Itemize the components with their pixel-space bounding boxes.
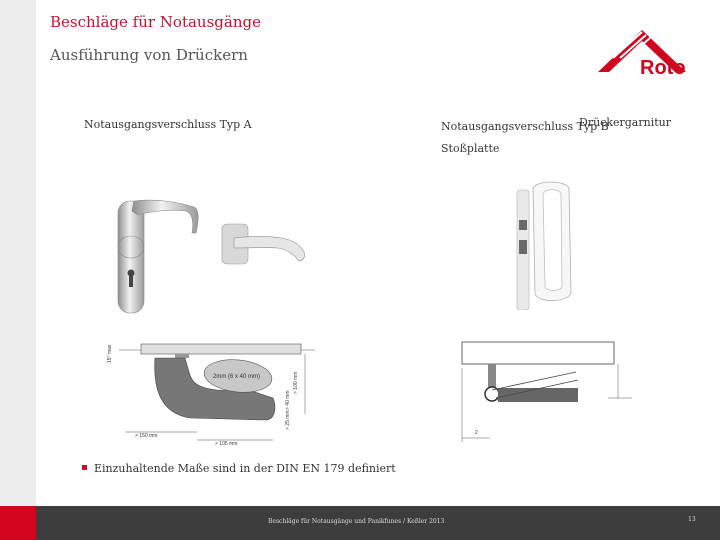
bullet-text: Einzuhaltende Maße sind in der DIN EN 179 definiert [94, 462, 396, 475]
page-subtitle: Ausführung von Drückern [50, 46, 248, 64]
label-stossplatte: Stoßplatte [441, 142, 500, 155]
diagram-type-a [105, 328, 320, 446]
label-type-b: Notausgangsverschluss Typ B [441, 120, 609, 133]
bullet-note [82, 462, 396, 475]
diagram-a-inner-label: 2mm (6 x 40 mm) [213, 374, 261, 380]
bullet-marker [82, 465, 87, 470]
diagram-a-dim-right-2: > 40 mm [285, 390, 291, 410]
diagram-a-dim-bottom-1: > 150 mm [135, 433, 158, 439]
diagram-a-dim-left: 15° max [107, 344, 113, 363]
diagram-a-dim-right-1: > 100 mm [293, 371, 299, 394]
push-plate-photo [515, 180, 585, 310]
footer-red-block [0, 506, 36, 540]
diagram-a-dim-bottom-2: > 105 mm [215, 441, 238, 446]
footer-text: Beschläge für Notausgänge und Panikfunes / Keßler 2013 [268, 518, 445, 525]
logo-text: Roto [640, 57, 686, 78]
roto-logo [596, 28, 706, 78]
diagram-b-dim-bottom: 2 [475, 430, 478, 436]
diagram-type-b [458, 338, 638, 446]
diagram-a-dim-right-3: > 25 mm [285, 410, 291, 430]
handle-set-photo [112, 195, 207, 315]
label-type-a: Notausgangsverschluss Typ A [84, 118, 252, 131]
page-number: 13 [688, 516, 696, 523]
lever-handle-photo [220, 220, 315, 268]
label-drueckergarnitur: Drückergarnitur [579, 116, 671, 129]
left-strip [0, 0, 36, 506]
page-title: Beschläge für Notausgänge [50, 13, 261, 31]
